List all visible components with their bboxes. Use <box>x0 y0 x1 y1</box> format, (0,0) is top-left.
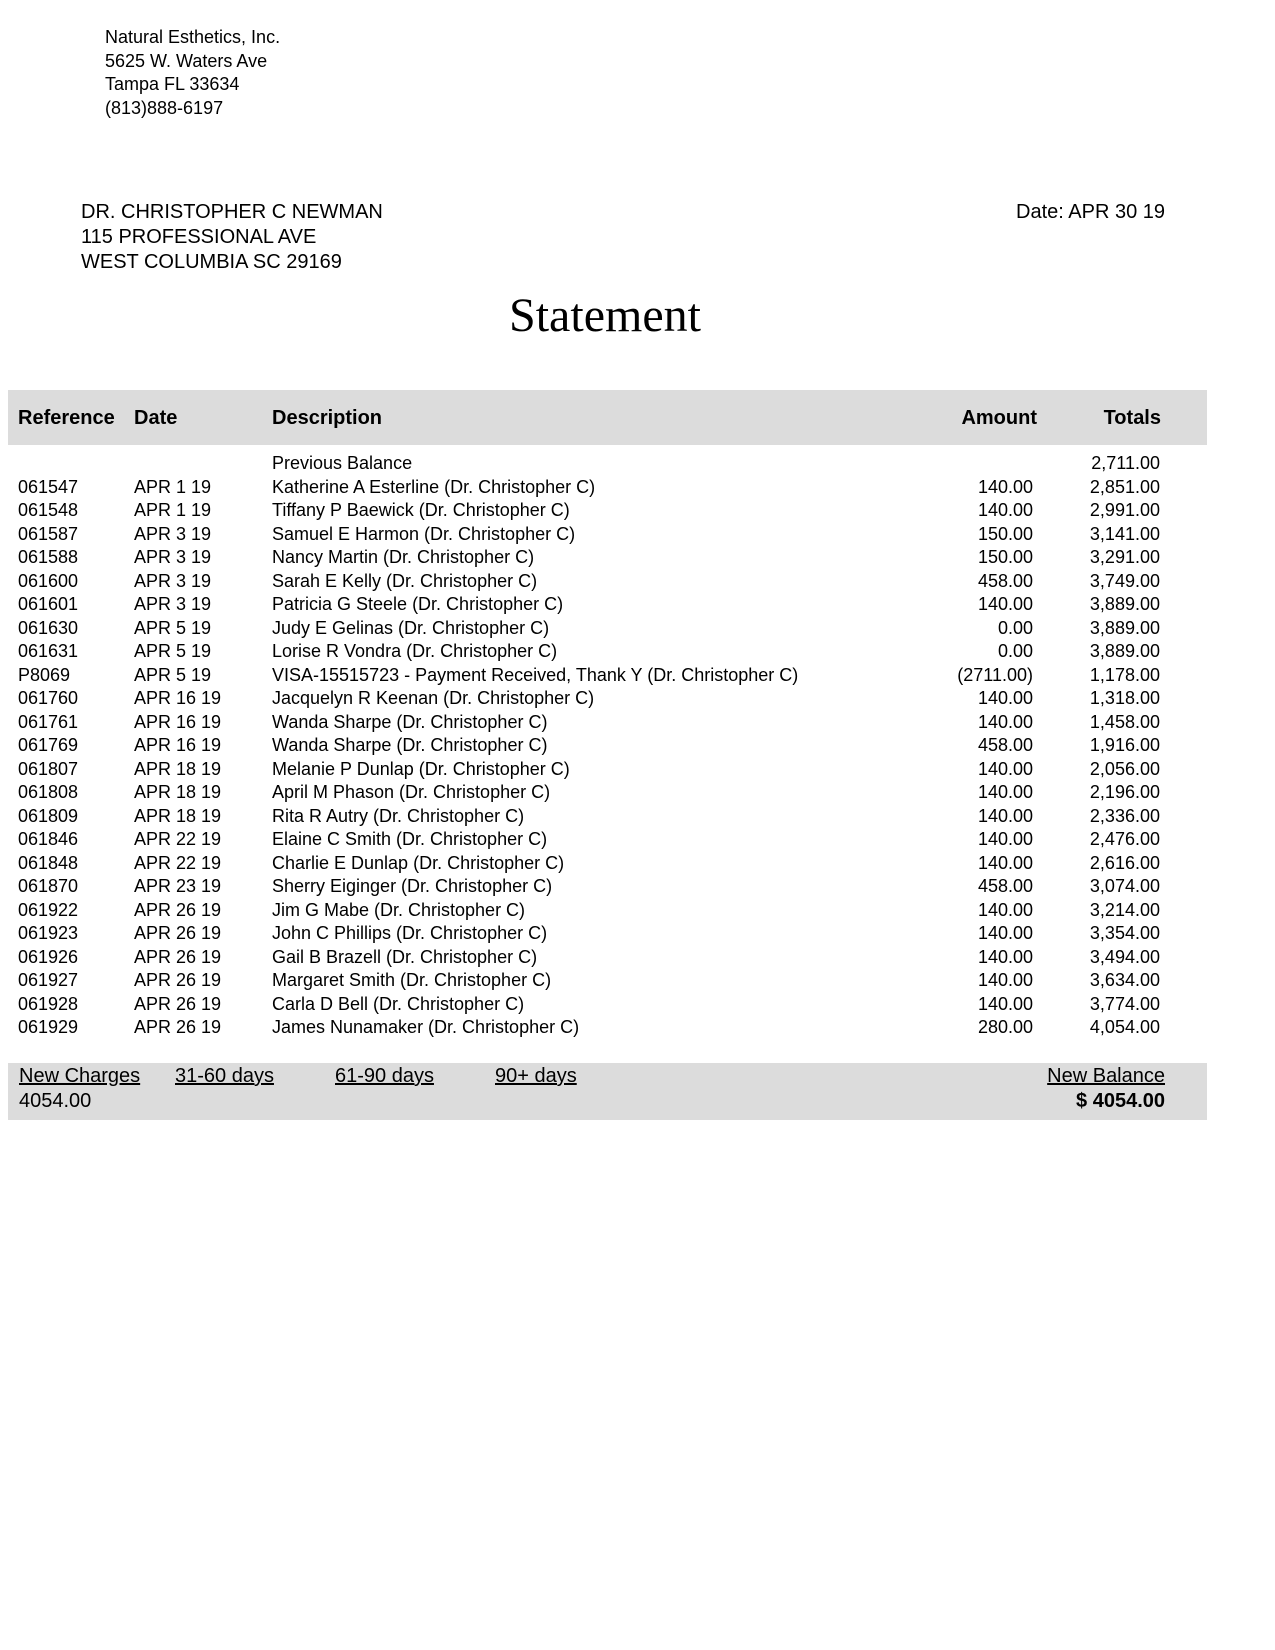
table-row <box>0 805 1275 829</box>
amount-cell: 140.00 <box>977 923 1033 943</box>
reference-cell: 061929 <box>18 1017 79 1037</box>
total-cell: 3,141.00 <box>1089 523 1160 544</box>
date-cell: APR 26 19 <box>134 923 222 943</box>
amount-cell: 0.00 <box>997 617 1033 638</box>
date-cell: APR 5 19 <box>134 641 212 661</box>
description-cell: Elaine C Smith (Dr. Christopher C) <box>272 829 548 849</box>
total-cell: 2,851.00 <box>1089 476 1160 497</box>
description-cell: Wanda Sharpe (Dr. Christopher C) <box>272 711 548 732</box>
amount-cell: 140.00 <box>977 970 1033 990</box>
table-row <box>0 758 1275 782</box>
table-row <box>0 523 1275 547</box>
amount-cell: 280.00 <box>977 1017 1033 1037</box>
date-cell: APR 3 19 <box>134 523 212 544</box>
column-header-description: Description <box>272 407 383 429</box>
column-header-date: Date <box>134 407 178 429</box>
recipient-name: DR. CHRISTOPHER C NEWMAN <box>81 201 383 223</box>
description-cell: Lorise R Vondra (Dr. Christopher C) <box>272 641 558 661</box>
reference-cell: P8069 <box>18 664 71 685</box>
description-cell: John C Phillips (Dr. Christopher C) <box>272 923 548 943</box>
table-row <box>0 969 1275 993</box>
table-row <box>0 734 1275 758</box>
table-row <box>0 687 1275 711</box>
total-cell: 1,458.00 <box>1089 711 1160 732</box>
recipient-street: 115 PROFESSIONAL AVE <box>81 226 317 248</box>
reference-cell: 061848 <box>18 852 79 873</box>
date-cell: APR 26 19 <box>134 899 222 920</box>
reference-cell: 061870 <box>18 876 79 896</box>
table-row <box>0 946 1275 970</box>
aging-61-90-label: 61-90 days <box>335 1065 434 1087</box>
table-row <box>0 546 1275 570</box>
description-cell: Sherry Eiginger (Dr. Christopher C) <box>272 876 553 896</box>
total-cell: 3,494.00 <box>1089 946 1160 967</box>
date-cell: APR 16 19 <box>134 711 222 732</box>
date-cell: APR 22 19 <box>134 829 222 849</box>
total-cell: 3,749.00 <box>1089 570 1160 591</box>
amount-cell: 140.00 <box>977 476 1033 497</box>
table-row <box>0 593 1275 617</box>
description-cell: Melanie P Dunlap (Dr. Christopher C) <box>272 758 570 779</box>
date-cell: APR 16 19 <box>134 735 222 755</box>
amount-cell: 458.00 <box>977 876 1033 896</box>
reference-cell: 061922 <box>18 899 79 920</box>
description-cell: Margaret Smith (Dr. Christopher C) <box>272 970 552 990</box>
total-cell: 3,074.00 <box>1089 876 1160 896</box>
reference-cell: 061587 <box>18 523 79 544</box>
date-cell: APR 1 19 <box>134 476 212 497</box>
amount-cell: 140.00 <box>977 594 1033 614</box>
total-cell: 2,616.00 <box>1089 852 1160 873</box>
amount-cell: 140.00 <box>977 899 1033 920</box>
company-street: 5625 W. Waters Ave <box>105 50 268 71</box>
total-cell: 3,634.00 <box>1089 970 1160 990</box>
date-cell: APR 3 19 <box>134 547 212 567</box>
table-row <box>0 617 1275 641</box>
total-cell: 2,711.00 <box>1091 453 1160 473</box>
reference-cell: 061600 <box>18 570 79 591</box>
table-row <box>0 664 1275 688</box>
date-cell: APR 5 19 <box>134 664 212 685</box>
table-row <box>0 640 1275 664</box>
total-cell: 3,214.00 <box>1089 899 1160 920</box>
table-row <box>0 452 1275 476</box>
total-cell: 1,916.00 <box>1089 735 1160 755</box>
total-cell: 3,889.00 <box>1089 594 1160 614</box>
amount-cell: 150.00 <box>977 523 1033 544</box>
table-row <box>0 570 1275 594</box>
reference-cell: 061547 <box>18 476 79 497</box>
description-cell: Katherine A Esterline (Dr. Christopher C) <box>272 476 596 497</box>
description-cell: Wanda Sharpe (Dr. Christopher C) <box>272 735 548 755</box>
date-cell: APR 3 19 <box>134 594 212 614</box>
description-cell: Charlie E Dunlap (Dr. Christopher C) <box>272 852 565 873</box>
table-row <box>0 828 1275 852</box>
table-row <box>0 781 1275 805</box>
amount-cell: 458.00 <box>977 570 1033 591</box>
reference-cell: 061927 <box>18 970 79 990</box>
statement-date: Date: APR 30 19 <box>1016 201 1165 223</box>
company-name: Natural Esthetics, Inc. <box>105 27 281 47</box>
reference-cell: 061926 <box>18 946 79 967</box>
description-cell: Previous Balance <box>272 453 413 473</box>
date-cell: APR 26 19 <box>134 993 222 1014</box>
date-cell: APR 1 19 <box>134 500 212 520</box>
reference-cell: 061548 <box>18 500 79 520</box>
description-cell: VISA-15515723 - Payment Received, Thank Y (Dr. Christopher C) <box>272 664 799 685</box>
description-cell: Sarah E Kelly (Dr. Christopher C) <box>272 570 538 591</box>
total-cell: 3,889.00 <box>1089 617 1160 638</box>
date-cell: APR 3 19 <box>134 570 212 591</box>
amount-cell: 140.00 <box>977 993 1033 1014</box>
date-cell: APR 18 19 <box>134 782 222 802</box>
total-cell: 2,056.00 <box>1089 758 1160 779</box>
total-cell: 4,054.00 <box>1089 1017 1160 1037</box>
description-cell: Carla D Bell (Dr. Christopher C) <box>272 993 525 1014</box>
date-cell: APR 22 19 <box>134 852 222 873</box>
reference-cell: 061761 <box>18 711 79 732</box>
table-row <box>0 875 1275 899</box>
table-row <box>0 852 1275 876</box>
amount-cell: 140.00 <box>977 758 1033 779</box>
description-cell: Jim G Mabe (Dr. Christopher C) <box>272 899 526 920</box>
total-cell: 1,318.00 <box>1089 688 1160 708</box>
transaction-table <box>0 452 1275 1040</box>
aging-31-60-label: 31-60 days <box>175 1065 274 1087</box>
description-cell: Jacquelyn R Keenan (Dr. Christopher C) <box>272 688 595 708</box>
column-header-amount: Amount <box>961 407 1037 429</box>
total-cell: 3,291.00 <box>1089 547 1160 567</box>
table-row <box>0 922 1275 946</box>
description-cell: Patricia G Steele (Dr. Christopher C) <box>272 594 564 614</box>
column-header-totals: Totals <box>1103 407 1161 429</box>
date-cell: APR 23 19 <box>134 876 222 896</box>
date-cell: APR 5 19 <box>134 617 212 638</box>
total-cell: 3,889.00 <box>1089 641 1160 661</box>
description-cell: Judy E Gelinas (Dr. Christopher C) <box>272 617 550 638</box>
date-cell: APR 26 19 <box>134 946 222 967</box>
description-cell: Gail B Brazell (Dr. Christopher C) <box>272 946 538 967</box>
new-charges-label: New Charges <box>19 1065 141 1087</box>
aging-90-plus-label: 90+ days <box>495 1065 577 1087</box>
amount-cell: 140.00 <box>977 711 1033 732</box>
date-cell: APR 16 19 <box>134 688 222 708</box>
table-row <box>0 476 1275 500</box>
reference-cell: 061928 <box>18 993 79 1014</box>
reference-cell: 061809 <box>18 805 79 826</box>
amount-cell: 140.00 <box>977 782 1033 802</box>
recipient-city-state-zip: WEST COLUMBIA SC 29169 <box>81 251 342 273</box>
company-phone: (813)888-6197 <box>105 97 224 118</box>
new-balance-label: New Balance <box>1047 1065 1165 1087</box>
reference-cell: 061630 <box>18 617 79 638</box>
amount-cell: 140.00 <box>977 500 1033 520</box>
reference-cell: 061846 <box>18 829 79 849</box>
company-city-state-zip: Tampa FL 33634 <box>105 74 240 94</box>
amount-cell: 140.00 <box>977 688 1033 708</box>
total-cell: 2,991.00 <box>1089 500 1160 520</box>
reference-cell: 061807 <box>18 758 79 779</box>
new-charges-value: 4054.00 <box>19 1090 92 1112</box>
description-cell: Nancy Martin (Dr. Christopher C) <box>272 547 535 567</box>
total-cell: 3,354.00 <box>1089 923 1160 943</box>
amount-cell: 140.00 <box>977 805 1033 826</box>
reference-cell: 061601 <box>18 594 79 614</box>
date-cell: APR 26 19 <box>134 970 222 990</box>
table-row <box>0 711 1275 735</box>
date-cell: APR 18 19 <box>134 758 222 779</box>
amount-cell: 140.00 <box>977 852 1033 873</box>
description-cell: James Nunamaker (Dr. Christopher C) <box>272 1017 580 1037</box>
table-row <box>0 499 1275 523</box>
total-cell: 3,774.00 <box>1089 993 1160 1014</box>
date-cell: APR 18 19 <box>134 805 222 826</box>
total-cell: 2,476.00 <box>1089 829 1160 849</box>
amount-cell: (2711.00) <box>957 664 1033 685</box>
new-balance-value: $ 4054.00 <box>1076 1090 1165 1112</box>
amount-cell: 140.00 <box>977 829 1033 849</box>
company-address-block <box>105 26 280 120</box>
description-cell: Samuel E Harmon (Dr. Christopher C) <box>272 523 576 544</box>
table-row <box>0 993 1275 1017</box>
total-cell: 2,196.00 <box>1089 782 1160 802</box>
total-cell: 1,178.00 <box>1089 664 1160 685</box>
description-cell: Tiffany P Baewick (Dr. Christopher C) <box>272 500 570 520</box>
reference-cell: 061631 <box>18 641 79 661</box>
recipient-address-block <box>81 200 383 275</box>
table-row <box>0 1016 1275 1040</box>
description-cell: Rita R Autry (Dr. Christopher C) <box>272 805 525 826</box>
total-cell: 2,336.00 <box>1089 805 1160 826</box>
table-row <box>0 899 1275 923</box>
amount-cell: 150.00 <box>977 547 1033 567</box>
page-title: Statement <box>509 289 701 342</box>
reference-cell: 061760 <box>18 688 79 708</box>
column-header-reference: Reference <box>18 407 115 429</box>
description-cell: April M Phason (Dr. Christopher C) <box>272 782 551 802</box>
reference-cell: 061808 <box>18 782 79 802</box>
amount-cell: 458.00 <box>977 735 1033 755</box>
date-cell: APR 26 19 <box>134 1017 222 1037</box>
reference-cell: 061923 <box>18 923 79 943</box>
amount-cell: 0.00 <box>997 641 1033 661</box>
amount-cell: 140.00 <box>977 946 1033 967</box>
reference-cell: 061588 <box>18 547 79 567</box>
reference-cell: 061769 <box>18 735 79 755</box>
